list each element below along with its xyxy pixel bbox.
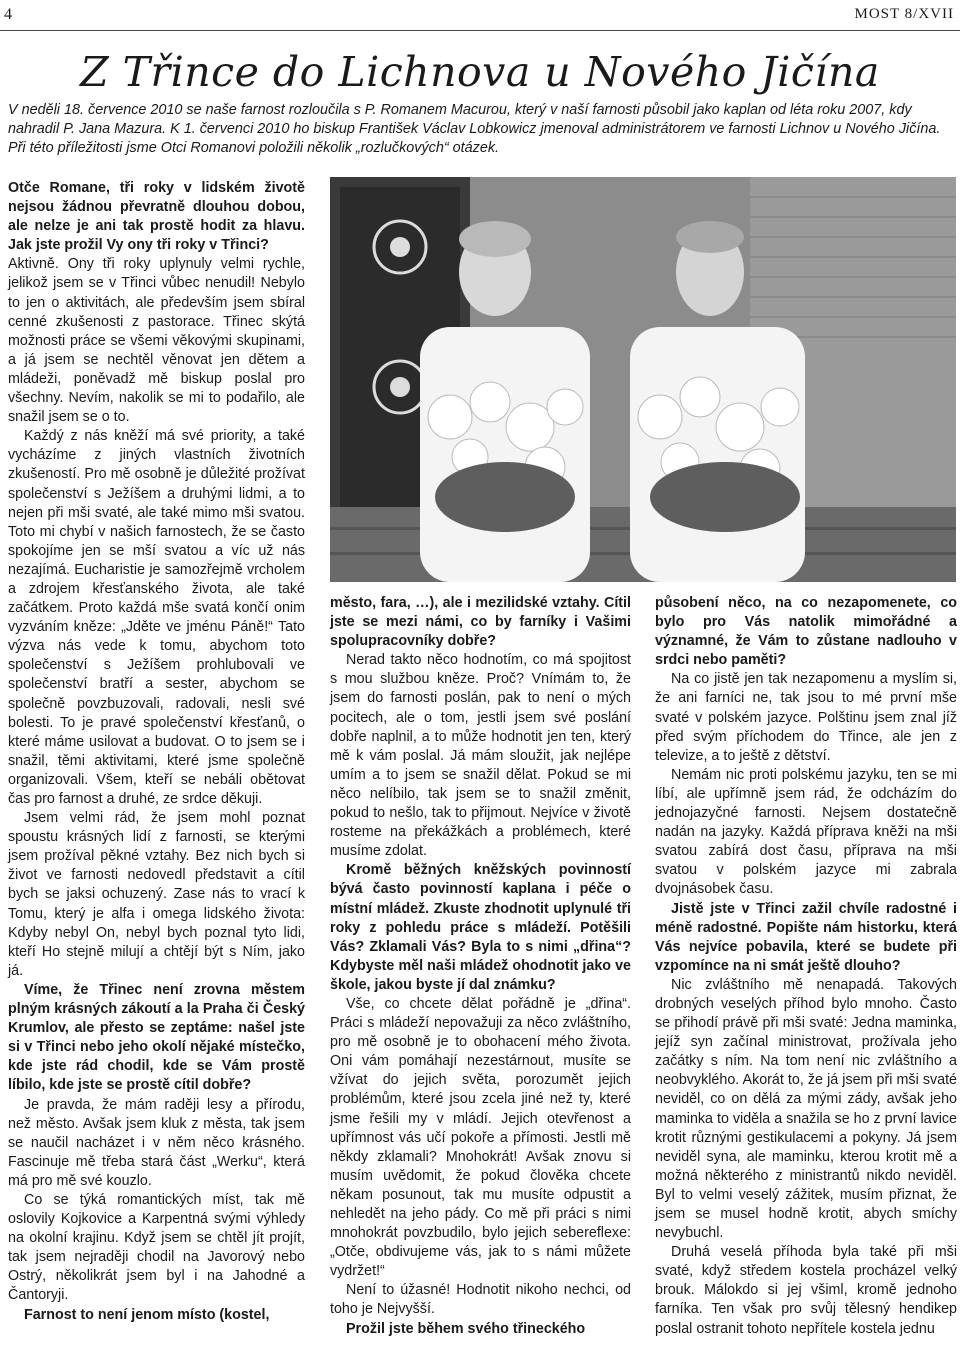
question: Kromě běžných kněžských povinností bývá často povinností kaplana i péče o místní mládež. Zkuste zhodnotit uplynulé tři roky z pohledu práce s mládeží. Potěšili Vás? Zklamali Vás? Byla to s nimi „dřina“? Kdybyste měl naši mládež ohodnotit jako ve škole, jakou byste jí dal známku?: [330, 862, 631, 993]
answer-paragraph: Je pravda, že mám raději lesy a přírodu, než město. Avšak jsem kluk z města, tak jsem se naučil nacházet i v něm něco krásného. Fascinuje mě třeba stará část „Werku“, která má pro mě své kouzlo.: [8, 1096, 305, 1189]
page-header: [0, 0, 960, 30]
priests-photo: [330, 177, 956, 582]
answer-paragraph: Co se týká romantických míst, tak mě oslovily Kojkovice a Karpentná svými výhledy na okolní krajinu. Když jsem se chtěl jít projít, tak jsem nejraději chodil na Javorový nebo Ostrý, několikrát jsem byl i na Jahodné a Čantoryji.: [8, 1191, 305, 1304]
question: Otče Romane, tři roky v lidském životě nejsou žádnou převratně dlouhou dobou, ale nelze je ani tak prostě hodit za hlavu. Jak jste prožil Vy ony tři roky v Třinci?: [8, 180, 305, 254]
question: Jistě jste v Třinci zažil chvíle radostné i méně radostné. Popište nám historku, která Vás nejvíce pobavila, které se budete při vzpomínce na ni smát ještě dlouho?: [655, 900, 957, 974]
article-lead: V neděli 18. července 2010 se naše farnost rozloučila s P. Romanem Macurou, který v naší farnosti působil jako kaplan od léta roku 2007, kdy nahradil P. Jana Mazura. K 1. červenci 2010 ho biskup František Václav Lobkowicz jmenoval administrátorem ve farnosti Lichnov u Nového Jičína. Při této příležitosti jsme Otci Romanovi položili několik „rozlučkových“ otázek.: [8, 102, 941, 156]
question: město, fara, …), ale i mezilidské vztahy. Cítil jste se mezi námi, co by farníky i Vašimi spolupracovníky dobře?: [330, 595, 631, 650]
column-3: [655, 594, 957, 1339]
answer-paragraph: Vše, co chcete dělat pořádně je „dřina“. Práci s mládeží nepovažuji za něco zvláštního, pro mě osobně je to obohacení mého života. Oni vám pomáhají nezestárnout, musíte se vžívat do jejich světa, porozumět jejich problémům, které jsou zcela jiné než ty, které jsme řešili my v mládí. Jejich otevřenost a upřímnost vás učí pokoře a přímosti. Jestli mě někdy zklamali? Mnohokrát! Avšak znovu si musím uvědomit, že pokud člověka chcete někam posunout, tak mu musíte odpustit a nehledět na jeho pády. Co mě při práci s nimi mnohokrát povzbudilo, bylo jejich sebereflexe: „Otče, obdivujeme vás, jak to s námi můžete vydržet!“: [330, 995, 631, 1280]
issue-label: MOST 8/XVII: [854, 6, 954, 22]
answer-paragraph: Na co jistě jen tak nezapomenu a myslím si, že ani farníci ne, tak jsou to mé první mše svaté v polském jazyce. Polštinu jsem znal jíž před svým příchodem do Třince, ale jen z televize, a to ještě z dětství.: [655, 671, 957, 764]
question: působení něco, na co nezapomenete, co bylo pro Vás natolik mimořádné a významné, že Vám to zůstane nadlouho v srdci nebo paměti?: [655, 595, 957, 669]
answer-paragraph: Každý z nás kněží má své priority, a také vycházíme z jiných vlastních životních zkušeností. Pro mě osobně je důležité prožívat společenství s Ježíšem a druhými lidmi, a to nejen při mši svaté, ale také mimo mši svatou. Toto mi chybí v našich farnostech, že se často spokojíme jen se mší svatou a víc už nás nezajímá. Eucharistie je samozřejmě vrcholem a zdrojem křesťanského života, ale také začátkem. Proto každá mše svatá končí onim vyzváním kněze: „Jděte ve jménu Páně!“ Tato výzva nás vede k tomu, abychom toto společenství s Ježíšem prohlubovali ve společenství bratří a sester, abychom se společně povzbuzovali, radovali, nesli své bolesti. To je pravé společenství křesťanů, o které máme usilovat a budovat. O to jsem se i snažil, těmi aktivitami, které jsme společně organizovali. Všem, kteří se nebáli obětovat čas pro farnost a druhé, ze srdce děkuji.: [8, 428, 305, 807]
column-2: [330, 594, 631, 1339]
article-title: Z Třince do Lichnova u Nového Jičína: [80, 48, 880, 96]
question: Farnost to není jenom místo (kostel,: [24, 1306, 270, 1323]
column-1: [8, 179, 305, 1325]
question: Prožil jste během svého třineckého: [346, 1320, 586, 1337]
answer-paragraph: Druhá veselá příhoda byla také při mši svaté, když středem kostela procházel velký brouk. Málokdo si jej všiml, kromě jednoho farníka. Ten však pro svůj tělesný hendikep poslal ostranit tohoto nepřítele kostela jednu: [655, 1244, 957, 1337]
answer-paragraph: Jsem velmi rád, že jsem mohl poznat spoustu krásných lidí z farnosti, se kterými jsem prožíval pěkné vztahy. Bez nich bych si život ve farnosti nedovedl představit a cítil bych se jaksi ochuzený. Zase nás to vrací k Tomu, který je alfa i omega lidského života: Kdyby nebyl On, nebyl bych poznal tyto lidi, kteří Ho stejně milují a chtějí být s Ním, jako já.: [8, 810, 305, 979]
answer-paragraph: Nic zvláštního mě nenapadá. Takových drobných veselých příhod bylo mnoho. Často se přihodí právě při mši svaté: Jedna maminka, jejíž syn začínal ministrovat, prožívala jeho začátky s ním. Na tom není nic zvláštního a neobvyklého. Akorát to, že já jsem při mši svaté neviděl, co on dělá za mými zády, avšak jeho maminka to viděla a snažila se ho z první lavice krotit různými gestikulacemi a pokyny. Já jsem neviděl syna, ale maminku, kterou krotit mě a možná některého z ministrantů nikdo neviděl. Byl to velmi veselý zážitek, musím přiznat, že jsem se musel hodně krotit, abych smíchy nevybuchl.: [655, 976, 957, 1242]
answer-paragraph: Nerad takto něco hodnotím, co má spojitost s mou službou kněze. Proč? Vnímám to, že jsem do farnosti poslán, pak to není o mých pocitech, ale o tom, jestli jsem své poslání dobře naplnil, a to může hodnotit jen ten, který mě k vám poslal. Já mám sloužit, jak nejlépe umím a to jsem se snažil dělat. Pokud se mi něco nelíbilo, tak jsem se to snažil změnit, pokud to nešlo, tak to přijmout. Nejvíce v životě rosteme na překážkách a problémech, které musíme zdolat.: [330, 652, 631, 860]
page-number: 4: [4, 6, 12, 23]
answer-paragraph: Aktivně. Ony tři roky uplynuly velmi rychle, jelikož jsem se v Třinci vůbec nenudil! Nebylo to jen o aktivitách, ale především jsem sbíral cenné zkušenosti z pastorace. Třinec skýtá možnosti práce se všemi věkovými skupinami, a já jsem se nechtěl věnovat jen dětem a mládeži, poněvadž mě biskup poslal pro všechny. Nevím, nakolik se mi to podařilo, ale snažil jsem se o to.: [8, 256, 305, 426]
question: Víme, že Třinec není zrovna městem plným krásných zákoutí a la Praha či Český Krumlov, ale přesto se zeptáme: našel jste si v Třinci nebo jeho okolí nějaké místečko, kde jste rád chodil, kde se Vám prostě líbilo, kde jste se prostě cítil dobře?: [8, 981, 305, 1094]
answer-paragraph: Nemám nic proti polskému jazyku, ten se mi líbí, ale upřímně jsem rád, že odcházím do jednojazyčné farnosti. Nejsem dostatečně nadán na jazyky. Každá příprava kněži na mši svatou zabírá dost času, příprava na mši svatou v polském jazyce mi zabrala dvojnásobek času.: [655, 766, 957, 898]
header-rule: [0, 30, 960, 31]
answer-paragraph: Není to úžasné! Hodnotit nikoho nechci, od toho je Nejvyšší.: [330, 1282, 631, 1318]
